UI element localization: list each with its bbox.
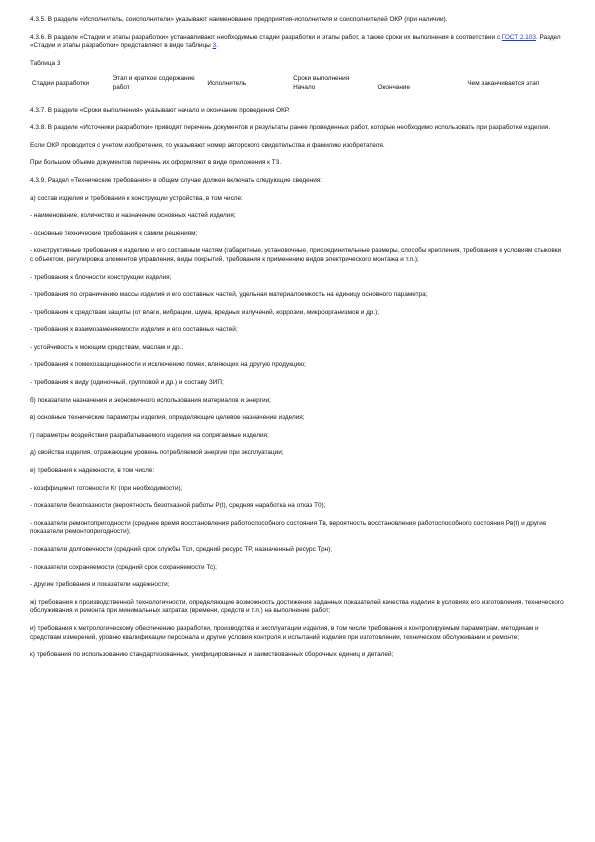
paragraph: и) требования к метрологическому обеспечению разработки, производства и эксплуатации изделия, в том числе требования к контролируемым параметрам, методикам и средствам измерений, уровню квалификации персонала и другие условия контроля и испытаний изделия при изготовлении, техническом обслуживании и ремонте;: [30, 624, 539, 641]
header-deadlines: Сроки выполнения: [293, 75, 350, 83]
paragraph: - требования по ограничению массы изделия и его составных частей, удельная материалоемкость на единицу основного параметра;: [30, 291, 428, 299]
paragraph: - требования к помехозащищенности и исключению помех, влияющих на другую продукцию;: [30, 361, 306, 369]
table-caption: Таблица 3: [30, 59, 61, 67]
paragraph: - показатели долговечности (средний срок службы Тсл, средний ресурс ТР, назначенный ресурс Трн);: [30, 546, 333, 553]
paragraph: При большом объеме документов перечень их оформляют в виде приложения к ТЗ.: [30, 159, 282, 167]
header-stage-result: Чем заканчивается этап: [467, 79, 540, 87]
paragraph: - требования к блочности конструкции изделия;: [30, 273, 172, 281]
paragraph: Если ОКР проводится с учетом изобретения, то указывают номер авторского свидетельства и фамилию изобретателя.: [30, 141, 385, 149]
paragraph-list: [30, 107, 565, 660]
paragraph: 4.3.7. В разделе «Сроки выполнения» указывают начало и окончание проведения ОКР.: [30, 106, 290, 114]
paragraph-text: .: [216, 42, 218, 50]
header-start: Начало: [293, 83, 316, 91]
paragraph: в) основные технические параметры изделия, определяющие целевое назначение изделия;: [30, 414, 305, 422]
paragraph: - конструктивные требования к изделию и его составным частям (габаритные, установочные, присоединительные размеры, способы крепления, требования к условиям стыковки с объектом, регулировка элементов управления, виды покрытий, требования к применению видов электрического монтажа и т.п.);: [30, 247, 562, 263]
paragraph: - основные технические требования к самим решениям;: [30, 229, 198, 237]
paragraph: - показатели безотказности (вероятность безотказной работы P(t), средняя наработка на отказ T0);: [30, 502, 326, 510]
paragraph: - показатели сохраняемости (средний срок сохраняемости Тс);: [30, 563, 217, 571]
paragraph: - требования к виду (одиночный, групповой и др.) и составу ЗИП;: [30, 379, 224, 387]
table-3-link[interactable]: 3: [212, 42, 217, 50]
paragraph-text: 4.3.6. В разделе «Стадии и этапы разработки» устанавливают необходимые стадии разработки и этапы работ, а также сроки их выполнения в соответствии с: [30, 33, 502, 41]
paragraph: - показатели ремонтопригодности (среднее время восстановления работоспособного состояния Тв, вероятность восстановления работоспособного состояния Рв(t) и другие показатели ремонтопригодности);: [30, 519, 547, 536]
paragraph-text: . Раздел «Стадии и этапы разработки» представляют в виде таблицы: [30, 33, 561, 50]
gost-2-103-link[interactable]: ГОСТ 2.103: [501, 33, 536, 41]
paragraph: г) параметры воздействия разрабатываемого изделия на сопрягаемые изделия;: [30, 431, 269, 439]
paragraph: е) требования к надежности, в том числе:: [30, 467, 155, 475]
paragraph: - наименование, количество и назначение основных частей изделия;: [30, 212, 236, 220]
paragraph: к) требования по использованию стандартизованных, унифицированных и заимствованных сборочных единиц и деталей;: [30, 651, 394, 659]
paragraph-4-3-6: [30, 34, 565, 51]
paragraph: - требования к средствам защиты (от влаги, вибрации, шума, вредных излучений, коррозии, микроорганизмов и др.);: [30, 308, 380, 316]
header-end: Окончание: [377, 83, 411, 91]
header-stages: Стадии разработки: [32, 79, 90, 87]
paragraph: - требования к взаимозаменяемости изделия и его составных частей;: [30, 326, 238, 334]
paragraph: - другие требования и показатели надежности;: [30, 581, 170, 589]
header-stage-content: Этап и краткое содержание работ: [112, 75, 195, 91]
paragraph: 4.3.9. Раздел «Технические требования» в общем случае должен включать следующие сведения:: [30, 176, 323, 184]
paragraph: ж) требования к производственной технологичности, определяющие возможность достижения заданных показателей качества изделия в условиях его изготовления, технического обслуживания и ремонта при минимальных затратах (времени, средств и т.п.) на выполнение работ;: [30, 598, 564, 615]
header-executor: Исполнитель: [207, 79, 247, 87]
paragraph: 4.3.8. В разделе «Источники разработки» приводят перечень документов и результаты ранее проведенных работ, которые необходимо использовать при разработке изделия.: [30, 124, 551, 132]
stages-table: [30, 75, 570, 92]
paragraph: - коэффициент готовности Кг (при необходимости);: [30, 484, 183, 492]
paragraph: - устойчивость к моющим средствам, маслам и др.;: [30, 343, 184, 351]
paragraph: д) свойства изделия, отражающие уровень потребляемой энергии при эксплуатации;: [30, 449, 284, 457]
paragraph: б) показатели назначения и экономичного использования материалов и энергии;: [30, 396, 271, 404]
paragraph-4-3-5: 4.3.5. В разделе «Исполнитель, соисполнители» указывают наименование предприятия-исполнителя и соисполнителей ОКР (при наличии).: [30, 16, 448, 23]
table-header-row: [30, 75, 570, 84]
paragraph: а) состав изделия и требования к конструкции устройства, в том числе:: [30, 194, 243, 202]
